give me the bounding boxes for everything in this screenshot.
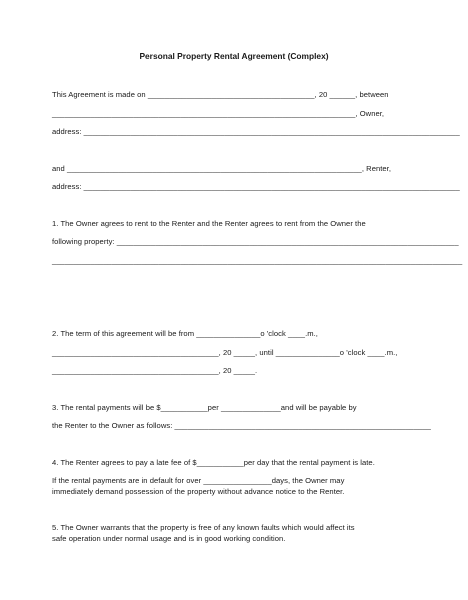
clause-1-text: 1. The Owner agrees to rent to the Renter and the Renter agrees to rent from the Owner the — [52, 219, 366, 228]
term-line-3: _______________________________________, 20 _____. — [52, 366, 258, 375]
owner-address-line: address: ________________________________________________________________________________________ — [52, 127, 460, 136]
default-line-1: If the rental payments are in default for over ________________days, the Owner may — [52, 476, 345, 485]
owner-name-line: _______________________________________________________________________, Owner, — [52, 109, 385, 118]
document-title: Personal Property Rental Agreement (Complex) — [139, 51, 329, 61]
clause-5-text: 5. The Owner warrants that the property is free of any known faults which would affect its — [52, 523, 355, 532]
payment-line-2: the Renter to the Owner as follows: ____________________________________________________________ — [52, 421, 431, 430]
clause-2-text: 2. The term of this agreement will be from _______________o 'clock ____.m., — [52, 329, 318, 338]
term-line-2: _______________________________________, 20 _____, until _______________o 'clock ____.m., — [52, 348, 398, 357]
property-line-1: following property: ________________________________________________________________________________ — [52, 237, 459, 246]
clause-3-text: 3. The rental payments will be $___________per ______________and will be payable by — [52, 403, 357, 412]
clause-5-line-2: safe operation under normal usage and is in good working condition. — [52, 534, 286, 543]
clause-4-text: 4. The Renter agrees to pay a late fee of $___________per day that the rental payment is late. — [52, 458, 375, 467]
renter-address-line: address: ________________________________________________________________________________________ — [52, 182, 460, 191]
property-line-2: ________________________________________________________________________________________________ — [52, 256, 463, 265]
default-line-2: immediately demand possession of the property without advance notice to the Renter. — [52, 487, 345, 496]
renter-name-line: and _____________________________________________________________________, Renter, — [52, 164, 391, 173]
agreement-date-line: This Agreement is made on _______________________________________, 20 ______, between — [52, 90, 389, 99]
